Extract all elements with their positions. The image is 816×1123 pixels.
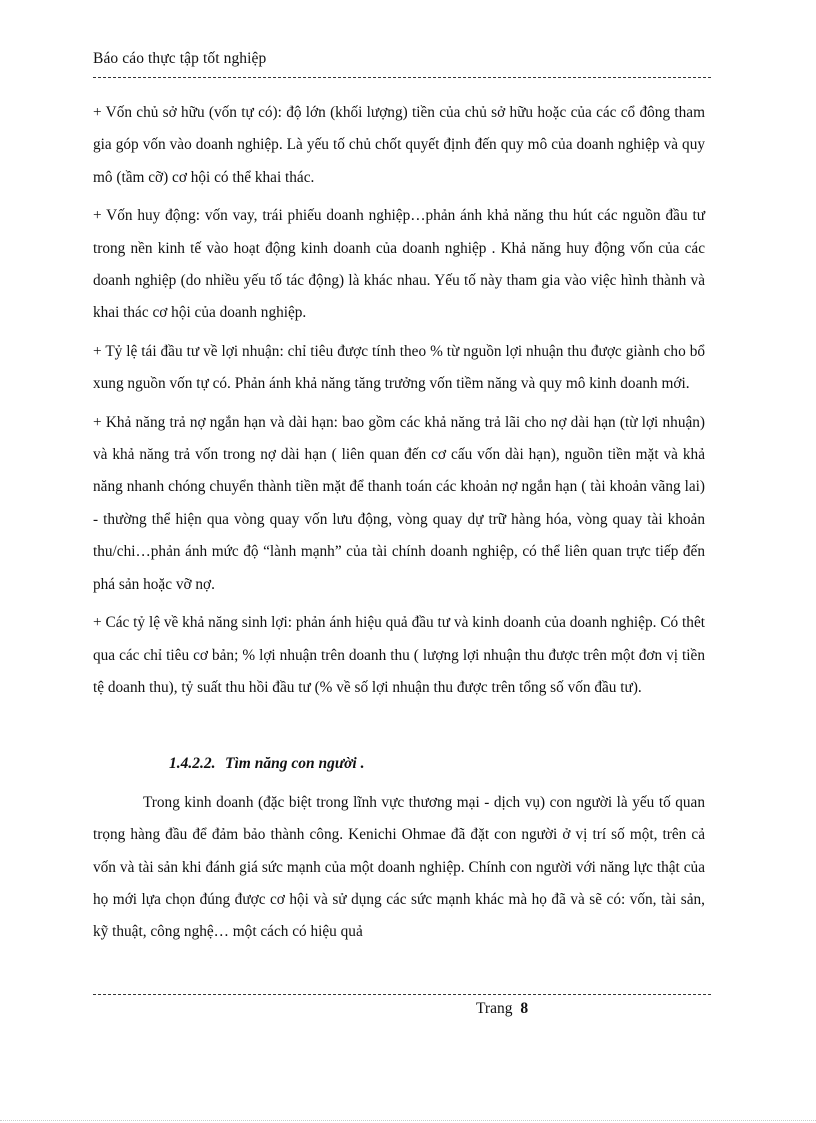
page-footer	[476, 1000, 528, 1018]
page-number: 8	[520, 1000, 529, 1017]
footer-label: Trang	[476, 1000, 513, 1017]
paragraph-mobilized-capital: + Vốn huy động: vốn vay, trái phiếu doanh nghiệp…phản ánh khả năng thu hút các nguồn đầu tư trong nền kinh tế vào hoạt động kinh doanh của doanh nghiệp . Khả năng huy động vốn của các doanh nghiệp (do nhiều yếu tố tác động) là khác nhau. Yếu tố này tham gia vào việc hình thành và khai thác cơ hội của doanh nghiệp.	[93, 207, 705, 322]
paragraph-human-potential: Trong kinh doanh (đặc biệt trong lĩnh vực thương mại - dịch vụ) con người là yếu tố quan trọng hàng đầu để đảm bảo thành công. Kenichi Ohmae đã đặt con người ở vị trí số một, trên cả vốn và tài sản khi đánh giá sức mạnh của một doanh nghiệp. Chính con người với năng lực thật của họ mới lựa chọn đúng được cơ hội và sử dụng các sức mạnh khác mà họ đã và sẽ có: vốn, tài sản, kỹ thuật, công nghệ… một cách có hiệu quả	[93, 793, 705, 941]
paragraph-owner-capital: + Vốn chủ sở hữu (vốn tự có): độ lớn (khối lượng) tiền của chủ sở hữu hoặc của các cổ đông tham gia góp vốn vào doanh nghiệp. Là yếu tố chủ chốt quyết định đến quy mô của doanh nghiệp và quy mô (tầm cỡ) cơ hội có thể khai thác.	[93, 104, 705, 186]
header-divider	[93, 77, 711, 78]
page-edge-divider	[0, 1120, 816, 1121]
section-heading	[93, 748, 705, 780]
paragraph-reinvestment-rate: + Tỷ lệ tái đầu tư về lợi nhuận: chỉ tiêu được tính theo % từ nguồn lợi nhuận thu được giành cho bổ xung nguồn vốn tự có. Phản ánh khả năng tăng trưởng vốn tiềm năng và quy mô kinh doanh mới.	[93, 342, 705, 393]
footer-divider	[93, 994, 711, 995]
page-header-title: Báo cáo thực tập tốt nghiệp	[93, 50, 267, 67]
paragraph-debt-repayment: + Khả năng trả nợ ngắn hạn và dài hạn: bao gồm các khả năng trả lãi cho nợ dài hạn (từ lợi nhuận) và khả năng trả vốn trong nợ dài hạn ( liên quan đến cơ cấu vốn dài hạn), nguồn tiền mặt và khả năng nhanh chóng chuyển thành tiền mặt để thanh toán các khoản nợ ngắn hạn ( tài khoản vãng lai) - thường thể hiện qua vòng quay vốn lưu động, vòng quay dự trữ hàng hóa, vòng quay tài khoản thu/chi…phản ánh mức độ “lành mạnh” của tài chính doanh nghiệp, có thể liên quan trực tiếp đến phá sản hoặc vỡ nợ.	[93, 413, 705, 593]
paragraph-profitability-ratios: + Các tỷ lệ về khả năng sinh lợi: phản ánh hiệu quả đầu tư và kinh doanh của doanh nghiệp. Có thêt qua các chỉ tiêu cơ bản; % lợi nhuận trên doanh thu ( lượng lợi nhuận thu được trên một đơn vị tiền tệ doanh thu), tỷ suất thu hồi đầu tư (% về số lợi nhuận thu được trên tổng số vốn đầu tư).	[93, 614, 705, 696]
document-body	[93, 97, 705, 955]
section-number: 1.4.2.2.	[169, 755, 216, 773]
section-title: Tìm năng con người .	[225, 755, 365, 773]
